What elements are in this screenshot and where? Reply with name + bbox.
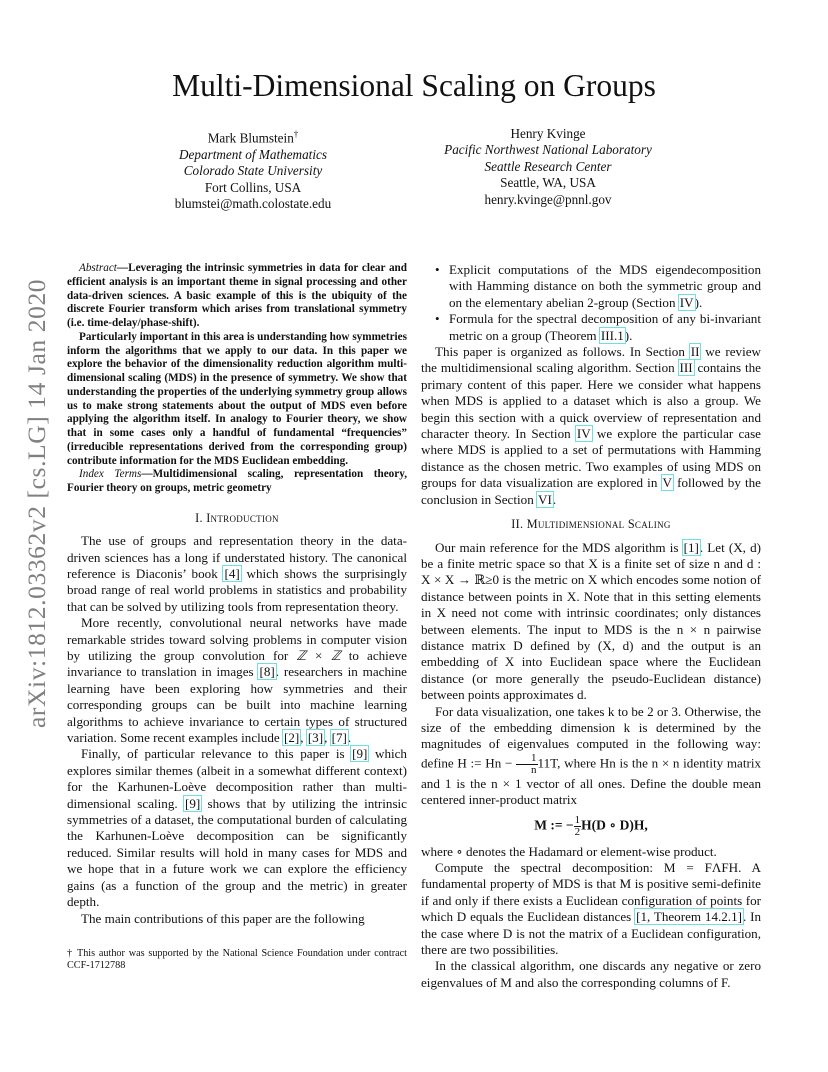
citation-link[interactable]: [4] (224, 565, 240, 581)
author-department: Department of Mathematics (179, 146, 327, 162)
author-city: Seattle, WA, USA (500, 175, 596, 191)
left-column (67, 262, 407, 927)
author-email: henry.kvinge@pnnl.gov (484, 191, 612, 207)
section-link[interactable]: IV (679, 294, 694, 310)
mds-paragraph-1: Our main reference for the MDS algorithm is [1]. Let (X, d) be a finite metric space so that X is a finite set of size n and d : X × X → ℝ≥0 is the metric on X which encodes some notion of distance between points in X. Note that in this setting elements in X need not come with intrinsic coordinates; only distances between elements. The input to MDS is the n × n pairwise distance matrix D defined by (X, d) and the output is an embedding of X into Euclidean space where the Euclidean distance (or more generally the pseudo-Euclidean distance) between points approximates d. (421, 539, 761, 703)
fraction: $\frac{1}{2}$ (574, 813, 581, 838)
section-link[interactable]: III (679, 360, 693, 376)
abstract (67, 262, 407, 496)
citation-link[interactable]: [9] (352, 746, 368, 762)
intro-paragraph-2: More recently, convolutional neural networks have made remarkable strides toward solving problems in computer vision by utilizing the group convolution for ℤ × ℤ to achieve invariance to translation in images [8]. researchers in machine learning have been exploring how symmetries and their corresponding groups can be built into machine learning algorithms to achieve invariance to certain types of structured variation. Some recent examples include [2], [3], [7]. (67, 615, 407, 746)
section-link[interactable]: II (690, 344, 700, 360)
right-column (421, 262, 761, 991)
author-name: Mark Blumstein† (207, 129, 299, 146)
abstract-paragraph-1: Abstract—Leveraging the intrinsic symmetries in data for clear and efficient analysis is an important theme in signal processing and other data-driven sciences. A basic example of this is the ubiquity of the discrete Fourier transform which arises from translational symmetry (i.e. time-delay/phase-shift). (67, 262, 407, 329)
paper-title: Multi-Dimensional Scaling on Groups (172, 68, 656, 103)
display-equation: M := − $\frac{1}{2}$ H(D ∘ D)H, (534, 813, 648, 838)
author-block-1 (118, 126, 388, 212)
abstract-paragraph-2: Particularly important in this area is understanding how symmetries inform the algorithms that we apply to our data. In this paper we explore the behavior of the dimensionality reduction algorithm multi-dimensional scaling (MDS) in the presence of symmetry. We show that understanding the properties of the underlying symmetry group allows us to make strong statements about the output of MDS even before applying the algorithm itself. In analogy to Fourier theory, we show that in some cases only a handful of fundamental “frequencies” (irreducible representations derived from the corresponding group) contribute information for the MDS Euclidean embedding. (67, 330, 407, 467)
citation-link[interactable]: [9] (184, 795, 201, 811)
author-email: blumstei@math.colostate.edu (174, 196, 332, 212)
citation-link[interactable]: [1, Theorem 14.2.1] (636, 909, 742, 925)
theorem-link[interactable]: III.1 (600, 327, 624, 343)
author-block-2 (413, 126, 683, 208)
list-item: • Explicit computations of the MDS eigendecomposition with Hamming distance on both the symmetric group and on the elementary abelian 2-group (Section IV). (449, 262, 761, 311)
section-link[interactable]: VI (538, 491, 552, 507)
organization-paragraph: This paper is organized as follows. In Section II we review the multidimensional scaling algorithm. Section III contains the primary content of this paper. Here we consider what happens when MDS is applied to a dataset which is also a group. We begin this section with a quick overview of representation and character theory. In Section IV we explore the particular case where MDS is applied to a set of permutations with Hamming distance as the chosen metric. Two examples of using MDS on groups for data visualization are explored in V followed by the conclusion in Section VI. (421, 344, 761, 507)
author-university: Seattle Research Center (484, 158, 612, 174)
mds-paragraph-3: where ∘ denotes the Hadamard or element-wise product. (421, 843, 717, 859)
section-heading-introduction: I. Introduction (195, 510, 279, 525)
citation-link[interactable]: [1] (683, 539, 699, 555)
citation-link[interactable]: [3] (307, 730, 324, 746)
author-university: Colorado State University (183, 163, 323, 179)
intro-paragraph-1: The use of groups and representation theory in the data-driven sciences has a long if understated history. The canonical reference is Diaconis’ book [4] which shows the surprisingly broad range of real world problems in statistics and probability that can be solved by utilizing tools from representation theory. (67, 533, 407, 614)
author-city: Fort Collins, USA (204, 179, 302, 195)
contributions-list (421, 262, 761, 344)
index-terms: Index Terms—Multidimensional scaling, representation theory, Fourier theory on groups, metric geometry (67, 468, 408, 494)
section-link[interactable]: IV (576, 426, 591, 442)
author-footnote-mark: † (293, 129, 299, 139)
mds-paragraph-5: In the classical algorithm, one discards any negative or zero eigenvalues of M and also the corresponding columns of F. (421, 958, 761, 990)
author-name: Henry Kvinge (510, 126, 586, 141)
fraction: $\frac{1}{n}$ (516, 753, 538, 776)
list-item: • Formula for the spectral decomposition of any bi-invariant metric on a group (Theorem III.1). (449, 311, 761, 344)
arxiv-identifier: arXiv:1812.03362v2 [cs.LG] 14 Jan 2020 (22, 278, 51, 728)
citation-link[interactable]: [8] (259, 664, 275, 680)
citation-link[interactable]: [7] (331, 730, 347, 746)
section-link[interactable]: V (662, 475, 672, 491)
author-department: Pacific Northwest National Laboratory (444, 142, 652, 158)
intro-paragraph-3: Finally, of particular relevance to this paper is [9] which explores similar themes (albeit in a somewhat different context) for the Karhunen-Loève decomposition rather than multi-dimensional scaling. [9] shows that by utilizing the intrinsic symmetries of a dataset, the computational burden of calculating the Karhunen-Loève decomposition can be significantly reduced. Similar results will hold in many cases for MDS and we hope that in a future work we can explore the efficiency gains (as a function of the group and the metric) in greater depth. (67, 746, 407, 910)
mds-paragraph-2: For data visualization, one takes k to be 2 or 3. Otherwise, the size of the embedding dimension k is determined by the magnitudes of eigenvalues computed in the following way: define H := Hn − $\frac{1}{n}$ 11T, where Hn is the n × n identity matrix and 1 is the n × 1 vector of all ones. Define the double mean centered inner-product matrix (421, 703, 762, 808)
intro-paragraph-4: The main contributions of this paper are the following (81, 910, 365, 926)
mds-paragraph-4: Compute the spectral decomposition: M = FΛFH. A fundamental property of MDS is that M is positive semi-definite if and only if there exists a Euclidean configuration of points for which D equals the Euclidean distances [1, Theorem 14.2.1]. In the case where D is not the matrix of a Euclidean configuration, there are two possibilities. (421, 860, 761, 958)
footnote: † This author was supported by the National Science Foundation under contract CCF-1712788 (67, 948, 407, 972)
section-heading-mds: II. Multidimensional Scaling (511, 517, 671, 532)
citation-link[interactable]: [2] (283, 730, 300, 746)
